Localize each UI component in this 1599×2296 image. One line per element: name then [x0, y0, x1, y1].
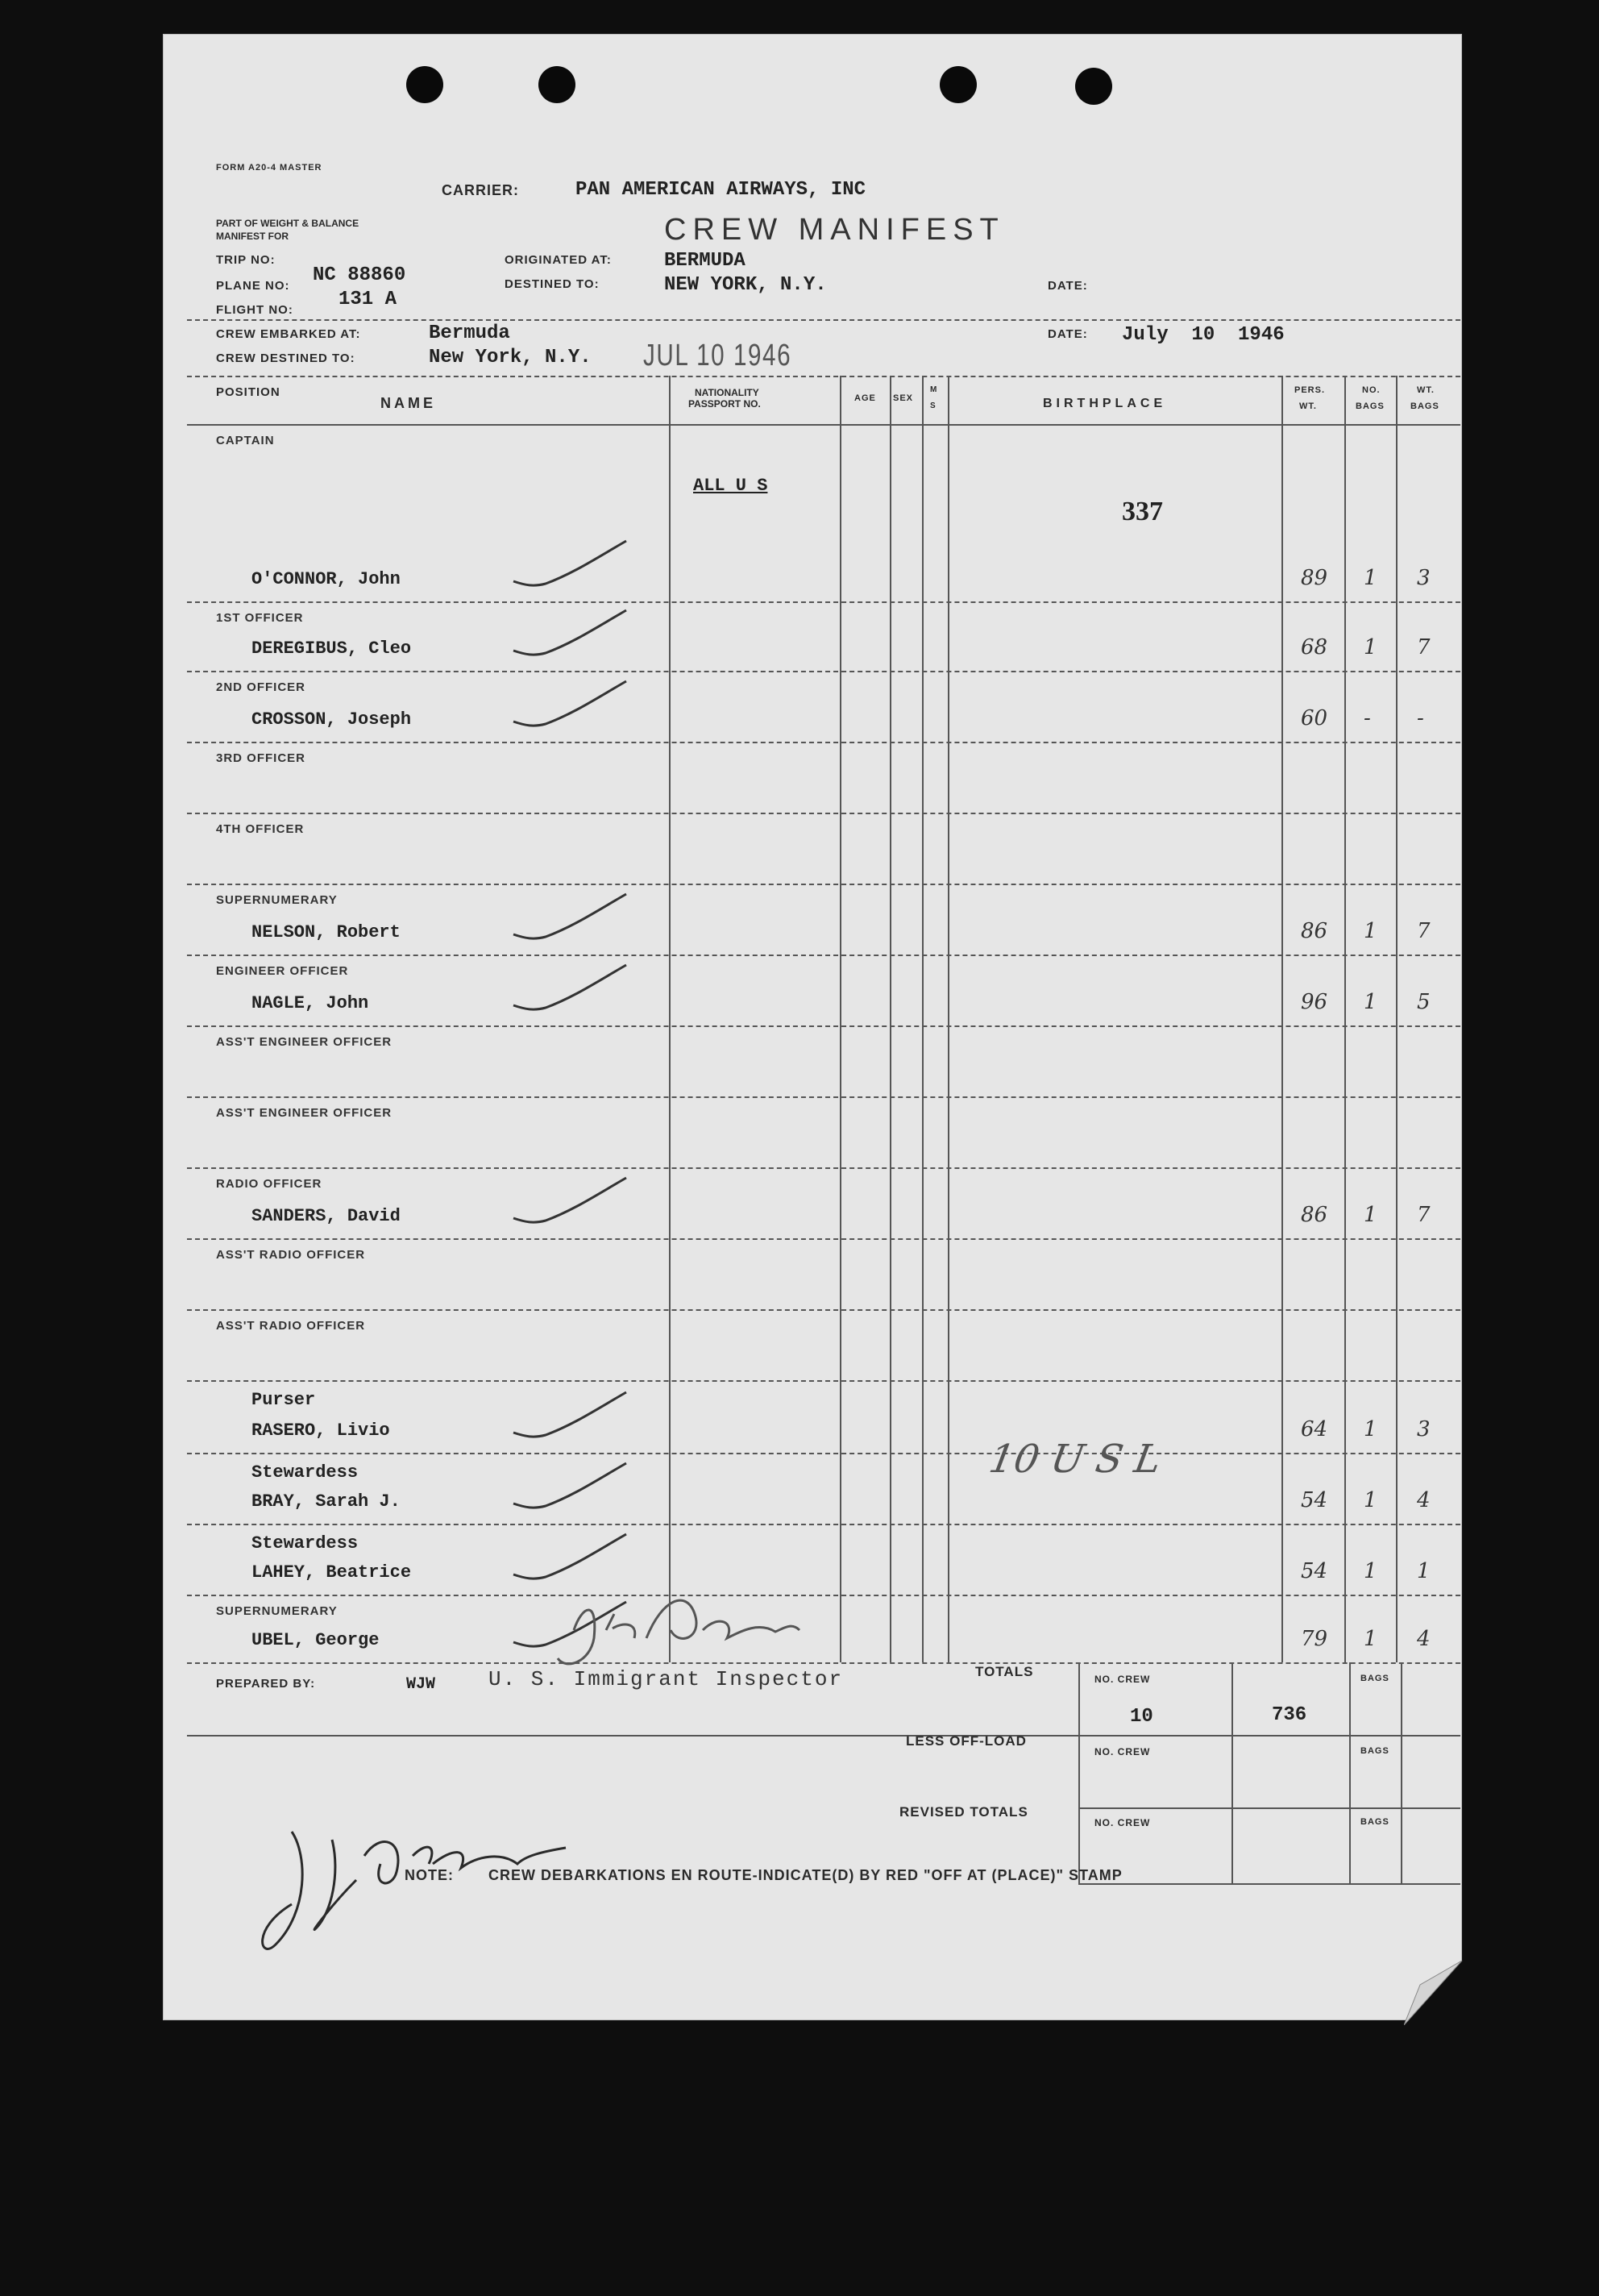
flight-no-label: FLIGHT NO:	[216, 303, 293, 317]
date-label: DATE:	[1048, 327, 1088, 341]
position-label: ASS'T ENGINEER OFFICER	[216, 1106, 392, 1120]
header-divider	[187, 319, 1460, 321]
note-text: CREW DEBARKATIONS EN ROUTE-INDICATE(D) BY RED "OFF AT (PLACE)" STAMP	[488, 1867, 1123, 1883]
embarked-label: CREW EMBARKED AT:	[216, 327, 361, 341]
table-header-bottom	[187, 424, 1460, 426]
col-header-birthplace: BIRTHPLACE	[1043, 397, 1167, 410]
cell-wt-bags: 3	[1417, 566, 1431, 590]
less-offload-label: LESS OFF-LOAD	[906, 1733, 1027, 1749]
cell-wt-bags: 4	[1417, 1627, 1431, 1651]
crew-name: NELSON, Robert	[251, 922, 401, 942]
position-label: ASS'T RADIO OFFICER	[216, 1319, 366, 1333]
birthplace-note: 337	[1122, 497, 1163, 526]
position-label: 1ST OFFICER	[216, 611, 304, 625]
carrier-label: CARRIER:	[442, 182, 519, 198]
crew-name: O'CONNOR, John	[251, 569, 401, 589]
col-divider-age	[890, 376, 891, 1662]
cell-no-bags: 1	[1364, 566, 1377, 590]
col-header-pers: PERS.	[1294, 385, 1326, 395]
cell-no-bags: -	[1364, 706, 1371, 730]
col-header-nationality: NATIONALITY	[695, 387, 759, 398]
position-label: CAPTAIN	[216, 434, 275, 447]
cell-wt-bags: 7	[1417, 1203, 1431, 1227]
totals-col-3	[1349, 1662, 1351, 1885]
crew-name: DEREGIBUS, Cleo	[251, 638, 412, 659]
row-divider	[187, 884, 1460, 885]
arrival-date-stamp: JUL 10 1946	[643, 339, 792, 372]
punch-hole-3	[940, 66, 977, 103]
totals-row-1	[187, 1735, 1460, 1737]
cell-pers-wt: 89	[1301, 566, 1328, 590]
trip-no-label: TRIP NO:	[216, 253, 276, 267]
flight-no: 131 A	[338, 289, 397, 310]
position-label: ENGINEER OFFICER	[216, 964, 349, 978]
cell-no-bags: 1	[1364, 1203, 1377, 1227]
row-divider	[187, 813, 1460, 814]
immigrant-inspector: U. S. Immigrant Inspector	[488, 1667, 844, 1691]
col-header-wt: WT.	[1417, 385, 1435, 395]
plane-no: NC 88860	[313, 264, 406, 286]
totals-label: TOTALS	[975, 1664, 1034, 1679]
col-header-name: NAME	[380, 395, 436, 411]
cell-no-bags: 1	[1364, 1417, 1377, 1441]
col-header-pers-wt: WT.	[1299, 401, 1317, 411]
row-divider	[187, 1167, 1460, 1169]
col-header-sex: SEX	[893, 393, 914, 403]
folded-corner	[1404, 1961, 1468, 2025]
col-divider-ms	[948, 376, 949, 1662]
prepared-by: WJW	[406, 1675, 436, 1694]
cell-no-bags: 1	[1364, 1559, 1377, 1583]
plane-no-label: PLANE NO:	[216, 279, 290, 293]
cell-no-bags: 1	[1364, 1627, 1377, 1651]
crew-destined-value: New York, N.Y.	[429, 347, 592, 368]
totals-col-1	[1078, 1662, 1080, 1885]
col-divider-name	[669, 376, 671, 1662]
col-header-s: S	[930, 401, 937, 410]
position-label: Stewardess	[251, 1533, 359, 1554]
table-top-border	[187, 376, 1460, 377]
verification-check-mark	[509, 537, 630, 593]
crew-destined-label: CREW DESTINED TO:	[216, 351, 355, 365]
verification-check-mark	[509, 961, 630, 1017]
cell-pers-wt: 68	[1301, 635, 1328, 659]
cell-no-bags: 1	[1364, 635, 1377, 659]
originated-value: BERMUDA	[664, 250, 746, 272]
col-header-wt-bags: BAGS	[1410, 401, 1439, 411]
col-divider-no-bags	[1396, 376, 1398, 1662]
revised-no-crew-label: NO. CREW	[1094, 1817, 1151, 1828]
nationality-note: ALL U S	[693, 476, 768, 496]
position-label: Purser	[251, 1390, 316, 1410]
verification-check-mark	[509, 1174, 630, 1230]
offload-no-crew-label: NO. CREW	[1094, 1746, 1151, 1757]
col-divider-pers-wt	[1344, 376, 1346, 1662]
position-label: 4TH OFFICER	[216, 822, 305, 836]
revised-bags-label: BAGS	[1360, 1817, 1389, 1827]
totals-col-4	[1401, 1662, 1402, 1885]
crew-name: BRAY, Sarah J.	[251, 1491, 401, 1512]
offload-bags-label: BAGS	[1360, 1746, 1389, 1756]
crew-name: UBEL, George	[251, 1630, 380, 1650]
position-label: SUPERNUMERARY	[216, 1604, 338, 1618]
date-value: July 10 1946	[1122, 324, 1285, 346]
row-divider	[187, 955, 1460, 956]
cell-wt-bags: 4	[1417, 1488, 1431, 1512]
position-label: ASS'T RADIO OFFICER	[216, 1248, 366, 1262]
punch-hole-4	[1075, 68, 1112, 105]
col-divider-nationality	[840, 376, 841, 1662]
row-divider	[187, 1025, 1460, 1027]
cell-wt-bags: 7	[1417, 919, 1431, 943]
row-divider	[187, 1380, 1460, 1382]
row-divider	[187, 1524, 1460, 1525]
cell-pers-wt: 96	[1301, 990, 1328, 1014]
row-divider	[187, 1453, 1460, 1454]
verification-check-mark	[509, 677, 630, 734]
totals-bags-label: BAGS	[1360, 1674, 1389, 1683]
totals-weight: 736	[1272, 1704, 1307, 1726]
table-bottom-border	[187, 1662, 1460, 1664]
totals-no-crew-label: NO. CREW	[1094, 1674, 1151, 1685]
position-label: 3RD OFFICER	[216, 751, 306, 765]
page-title: CREW MANIFEST	[664, 213, 1005, 247]
totals-row-2	[1078, 1807, 1460, 1809]
cell-no-bags: 1	[1364, 990, 1377, 1014]
crew-name: SANDERS, David	[251, 1206, 401, 1226]
col-header-position: POSITION	[216, 385, 280, 399]
verification-check-mark	[509, 606, 630, 663]
bray-birthplace-note: 10 U S L	[986, 1437, 1165, 1482]
row-divider	[187, 601, 1460, 603]
col-header-no: NO.	[1362, 385, 1381, 395]
crew-name: RASERO, Livio	[251, 1420, 390, 1441]
position-label: RADIO OFFICER	[216, 1177, 322, 1191]
row-divider	[187, 1096, 1460, 1098]
destined-label: DESTINED TO:	[505, 277, 600, 291]
verification-check-mark	[509, 1459, 630, 1516]
part-of-line-2: MANIFEST FOR	[216, 231, 289, 242]
destined-value: NEW YORK, N.Y.	[664, 274, 827, 296]
position-label: Stewardess	[251, 1462, 359, 1483]
cell-pers-wt: 54	[1301, 1559, 1328, 1583]
row-divider	[187, 671, 1460, 672]
embarked-value: Bermuda	[429, 322, 510, 344]
cell-pers-wt: 64	[1301, 1417, 1328, 1441]
cell-pers-wt: 79	[1301, 1627, 1328, 1651]
manifest-sheet	[163, 34, 1462, 2020]
row-divider	[187, 742, 1460, 743]
totals-no-crew: 10	[1130, 1706, 1153, 1728]
crew-name: NAGLE, John	[251, 993, 369, 1013]
originated-label: ORIGINATED AT:	[505, 253, 612, 267]
date-label-top: DATE:	[1048, 279, 1088, 293]
col-divider-sex	[922, 376, 924, 1662]
form-number: FORM A20-4 MASTER	[216, 163, 322, 173]
punch-hole-2	[538, 66, 575, 103]
row-divider	[187, 1309, 1460, 1311]
verification-check-mark	[509, 1388, 630, 1445]
note-label: NOTE:	[405, 1867, 454, 1883]
col-header-passport: PASSPORT NO.	[688, 398, 761, 410]
col-divider-birthplace	[1281, 376, 1283, 1662]
verification-check-mark	[509, 890, 630, 946]
crew-name: CROSSON, Joseph	[251, 709, 412, 730]
totals-col-2	[1231, 1662, 1233, 1885]
position-label: 2ND OFFICER	[216, 680, 306, 694]
position-label: ASS'T ENGINEER OFFICER	[216, 1035, 392, 1049]
prepared-by-label: PREPARED BY:	[216, 1677, 316, 1691]
col-header-no-bags: BAGS	[1356, 401, 1385, 411]
verification-check-mark	[509, 1530, 630, 1587]
cell-pers-wt: 54	[1301, 1488, 1328, 1512]
punch-hole-1	[406, 66, 443, 103]
position-label: SUPERNUMERARY	[216, 893, 338, 907]
cell-pers-wt: 60	[1301, 706, 1328, 730]
cell-pers-wt: 86	[1301, 1203, 1328, 1227]
cell-wt-bags: 7	[1417, 635, 1431, 659]
cell-wt-bags: 1	[1417, 1559, 1431, 1583]
col-header-age: AGE	[854, 393, 876, 403]
carrier-name: PAN AMERICAN AIRWAYS, INC	[575, 179, 866, 201]
cell-wt-bags: 3	[1417, 1417, 1431, 1441]
crew-name: LAHEY, Beatrice	[251, 1562, 412, 1583]
revised-totals-label: REVISED TOTALS	[899, 1804, 1028, 1820]
cell-wt-bags: 5	[1417, 990, 1431, 1014]
inspector-signature	[550, 1582, 808, 1687]
cell-no-bags: 1	[1364, 919, 1377, 943]
captain-signature	[260, 1807, 598, 1969]
row-divider	[187, 1238, 1460, 1240]
totals-row-3	[1078, 1883, 1460, 1885]
cell-pers-wt: 86	[1301, 919, 1328, 943]
col-header-m: M	[930, 385, 938, 394]
cell-wt-bags: -	[1417, 706, 1424, 730]
cell-no-bags: 1	[1364, 1488, 1377, 1512]
part-of-line-1: PART OF WEIGHT & BALANCE	[216, 218, 359, 229]
row-divider	[187, 1595, 1460, 1596]
